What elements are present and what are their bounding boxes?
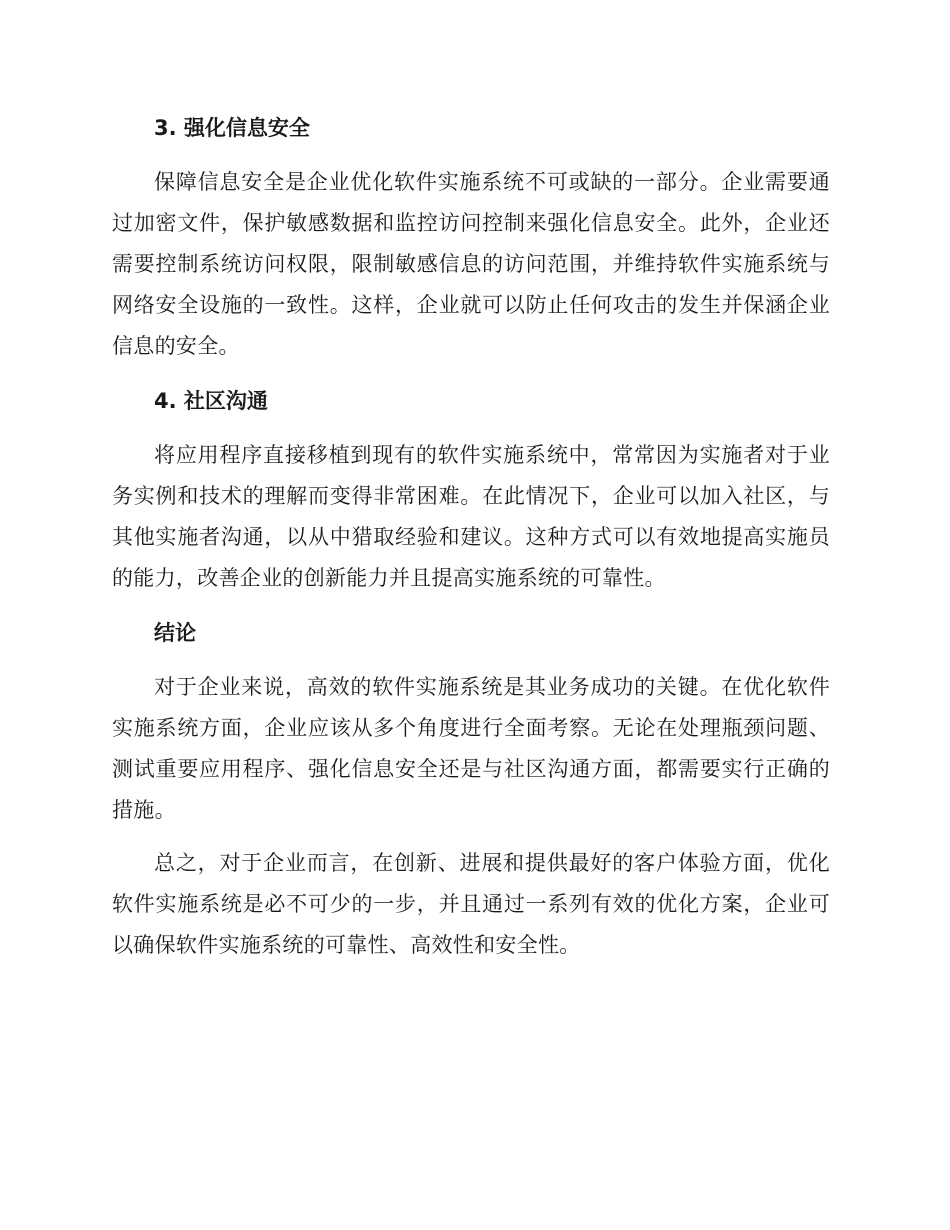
section-heading-community: 4. 社区沟通	[154, 389, 268, 413]
document-page	[112, 108, 830, 978]
conclusion-paragraph-1: 对于企业来说，高效的软件实施系统是其业务成功的关键。在优化软件实施系统方面，企业应该从多个角度进行全面考察。无论在处理瓶颈问题、测试重要应用程序、强化信息安全还是与社区沟通方面，都需要实行正确的措施。	[112, 675, 830, 822]
section-paragraph-community: 将应用程序直接移植到现有的软件实施系统中，常常因为实施者对于业务实例和技术的理解而变得非常困难。在此情况下，企业可以加入社区，与其他实施者沟通，以从中猎取经验和建议。这种方式可以有效地提高实施员的能力，改善企业的创新能力并且提高实施系统的可靠性。	[112, 443, 830, 590]
section-heading-conclusion: 结论	[154, 621, 196, 645]
section-heading-security: 3. 强化信息安全	[154, 116, 310, 140]
section-paragraph-security: 保障信息安全是企业优化软件实施系统不可或缺的一部分。企业需要通过加密文件，保护敏感数据和监控访问控制来强化信息安全。此外，企业还需要控制系统访问权限，限制敏感信息的访问范围，并维持软件实施系统与网络安全设施的一致性。这样，企业就可以防止任何攻击的发生并保涵企业信息的安全。	[112, 170, 830, 358]
conclusion-paragraph-2: 总之，对于企业而言，在创新、进展和提供最好的客户体验方面，优化软件实施系统是必不可少的一步，并且通过一系列有效的优化方案，企业可以确保软件实施系统的可靠性、高效性和安全性。	[112, 851, 830, 957]
